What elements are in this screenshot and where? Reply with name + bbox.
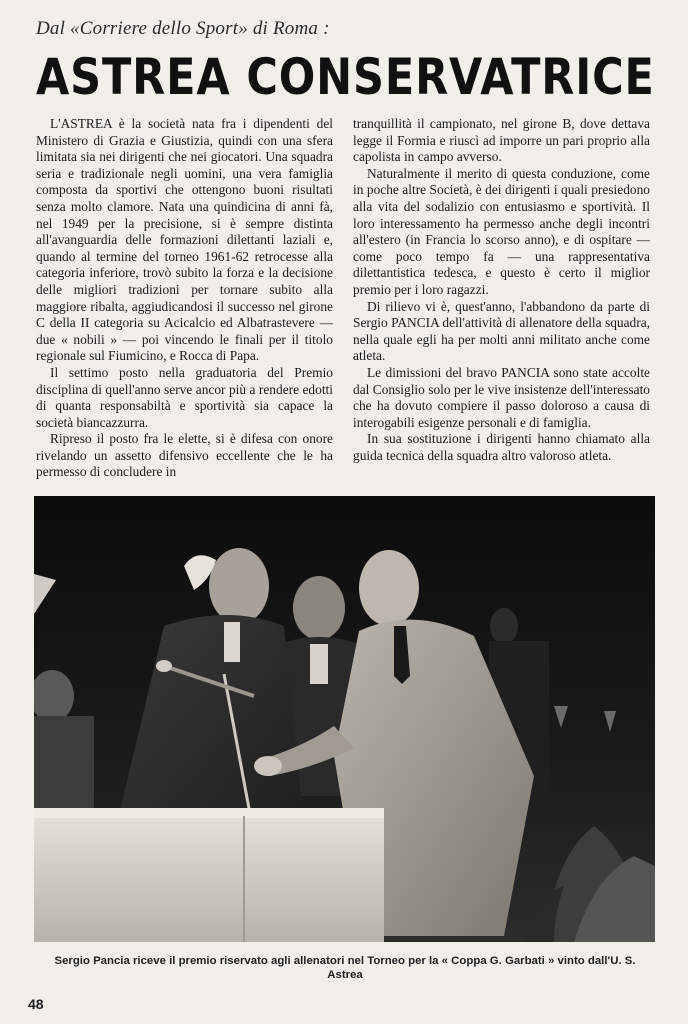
article-body xyxy=(36,116,650,486)
article-paragraph: Ripreso il posto fra le elette, si è difesa con onore rivelando un assetto difensivo eccellente che le ha permesso di concludere in xyxy=(36,431,333,480)
article-paragraph: In sua sostituzione i dirigenti hanno chiamato alla guida tecnica della squadra altro valoroso atleta. xyxy=(353,431,650,463)
article-headline: ASTREA CONSERVATRICE xyxy=(36,48,655,106)
photo-caption: Sergio Pancia riceve il premio riservato agli allenatori nel Torneo per la « Coppa G. Garbati » vinto dall'U. S. Astrea xyxy=(54,955,636,981)
page-number: 48 xyxy=(28,996,44,1012)
article-paragraph: Il settimo posto nella graduatoria del Premio disciplina di quell'anno serve ancor più a rendere edotti di quanta responsabiltà e sportività sia capace la società biancazzurra. xyxy=(36,364,333,430)
article-paragraph: tranquillità il campionato, nel girone B, dove dettava legge il Formia e riuscì ad imporre un pari proprio alla capolista in campo avverso. xyxy=(353,116,650,165)
article-paragraph: L'ASTREA è la società nata fra i dipendenti del Ministero di Grazia e Giustizia, quindi con una sfera limitata sia nei dirigenti che nei giocatori. Una squadra seria e tradizionale negli uomini, una vera famiglia composta da sportivi che ottengono buoni risultati senza molto clamore. Nata una quindicina di anni fà, nel 1949 per la precisione, si è sempre distinta all'avanguardia delle formazioni dilettanti laziali e, quando al termine del torneo 1961-62 retrocesse alla categoria inferiore, trovò subito la forza e la decisione delle migliori tradizioni per tornare subito alla maggiore ribalta, aggiudicandosi il successo nel girone C della II categoria su Acicalcio ed Albatrastevere — due « nobili » — poi vincendo le finali per il titolo regionale sul Fiumicino, e Rocca di Papa. xyxy=(36,116,333,364)
article-paragraph: Naturalmente il merito di questa conduzione, come in poche altre Società, è dei dirigenti i quali presiedono alla vita del sodalizio con entusiasmo e sportività. Il loro interessamento ha permesso anche degli incontri all'estero (in Francia lo scorso anno), e di ospitare — come poco tempo fa — una rappresentativa dilettantistica tedesca, e questo è certo il miglior premio per i loro ragazzi. xyxy=(353,165,650,297)
award-photo-illustration xyxy=(34,496,655,942)
award-photo xyxy=(34,496,655,942)
article-paragraph: Le dimissioni del bravo PANCIA sono state accolte dal Consiglio solo per le vive insistenze dell'interessato che ha dovuto compiere il passo doloroso a causa di interogabili esigenze personali e di famiglia. xyxy=(353,364,650,430)
article-paragraph: Di rilievo vi è, quest'anno, l'abbandono da parte di Sergio PANCIA dell'attività di allenatore della squadra, nella quale egli ha per molti anni militato anche come atleta. xyxy=(353,298,650,364)
article-column-right xyxy=(353,116,650,486)
source-line: Dal «Corriere dello Sport» di Roma : xyxy=(36,18,330,39)
article-column-left xyxy=(36,116,333,486)
